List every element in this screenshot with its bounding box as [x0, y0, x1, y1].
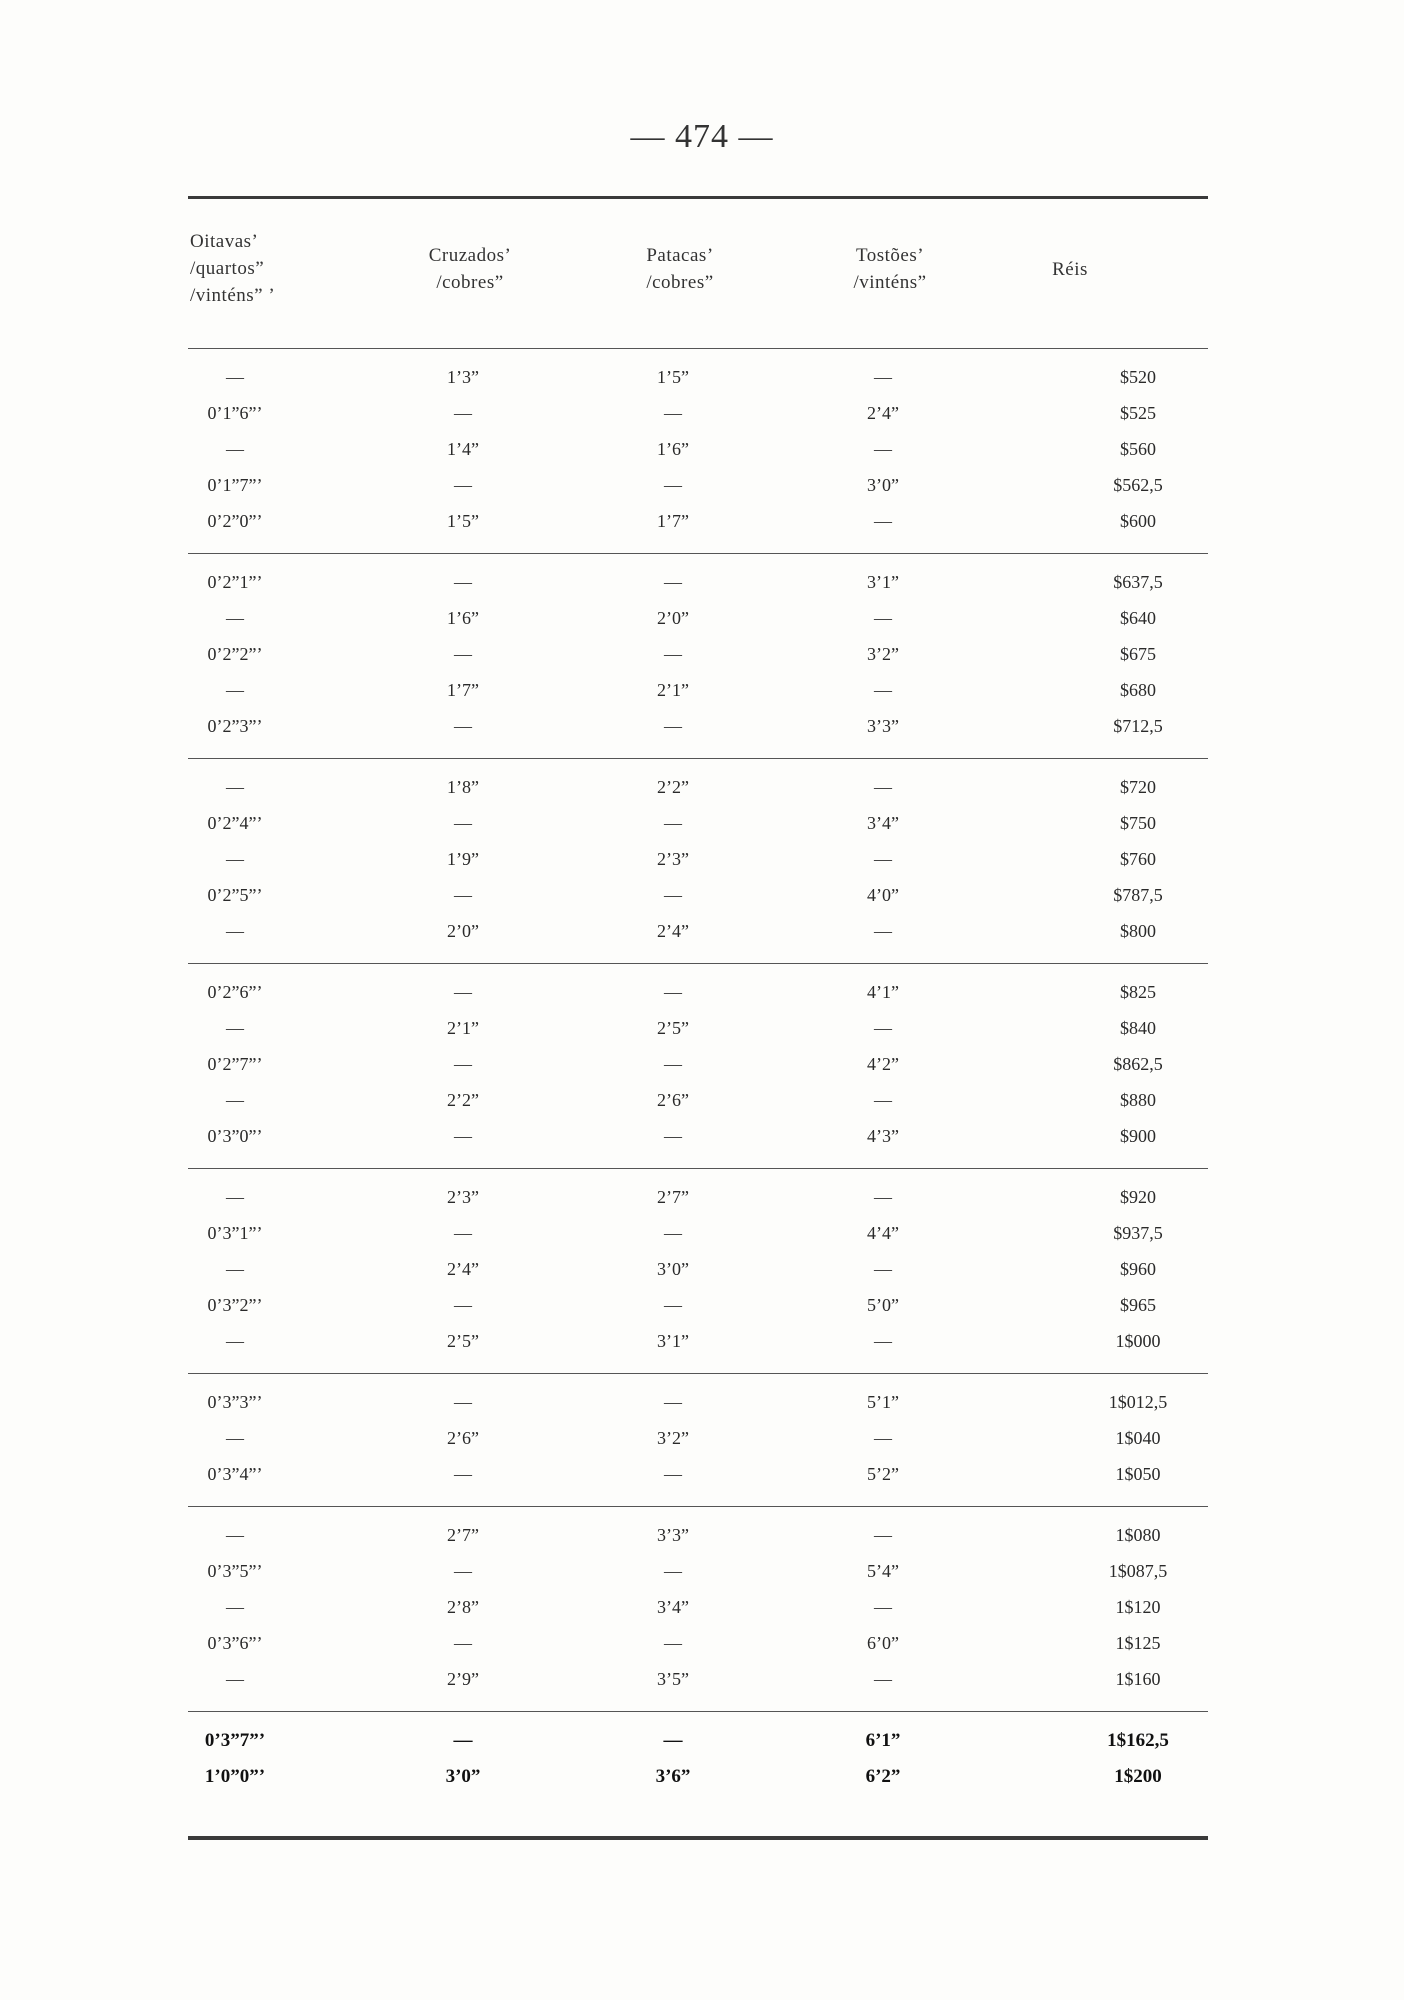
cell-oitavas: —: [226, 1331, 244, 1351]
cell-patacas: 2’5”: [657, 1018, 689, 1038]
cell-tostoes: —: [874, 608, 892, 628]
cell-tostoes: 2’4”: [867, 403, 899, 423]
header-line: Patacas’: [646, 245, 714, 266]
cell-reis: $525: [1120, 403, 1156, 423]
table-row: [188, 769, 1208, 805]
cell-oitavas: 0’2”6”’: [207, 982, 263, 1002]
cell-reis: 1$162,5: [1107, 1730, 1169, 1751]
cell-oitavas: 0’3”5”’: [207, 1561, 263, 1581]
table-row: [188, 1384, 1208, 1420]
cell-reis: $840: [1120, 1018, 1156, 1038]
cell-reis: $562,5: [1113, 475, 1163, 495]
cell-tostoes: —: [874, 511, 892, 531]
cell-patacas: 3’0”: [657, 1259, 689, 1279]
header-line: /cobres”: [436, 272, 504, 293]
cell-oitavas: 0’1”6”’: [207, 403, 263, 423]
cell-reis: $937,5: [1113, 1223, 1163, 1243]
cell-cruzados: —: [454, 1561, 472, 1581]
cell-oitavas: 0’2”3”’: [207, 716, 263, 736]
table-row: [188, 600, 1208, 636]
cell-tostoes: 5’0”: [867, 1295, 899, 1315]
cell-cruzados: 1’8”: [447, 777, 479, 797]
cell-patacas: 3’6”: [655, 1766, 691, 1787]
cell-cruzados: —: [454, 1223, 472, 1243]
cell-tostoes: —: [874, 439, 892, 459]
table-row: [188, 974, 1208, 1010]
cell-patacas: 3’3”: [657, 1525, 689, 1545]
cell-tostoes: —: [874, 1090, 892, 1110]
table-row: [188, 1010, 1208, 1046]
cell-oitavas: —: [226, 1090, 244, 1110]
cell-reis: 1$080: [1115, 1525, 1161, 1545]
table-row: [188, 1661, 1208, 1697]
cell-patacas: 2’0”: [657, 608, 689, 628]
table-row: [188, 1118, 1208, 1154]
cell-oitavas: —: [226, 849, 244, 869]
table-row: [188, 913, 1208, 949]
header-patacas: [590, 242, 770, 296]
cell-patacas: 3’1”: [657, 1331, 689, 1351]
table-row: [188, 395, 1208, 431]
cell-oitavas: 0’3”4”’: [207, 1464, 263, 1484]
cell-tostoes: 4’4”: [867, 1223, 899, 1243]
table-row: [188, 1589, 1208, 1625]
cell-tostoes: —: [874, 1669, 892, 1689]
cell-patacas: 2’3”: [657, 849, 689, 869]
table-group: [188, 553, 1208, 758]
cell-patacas: 2’4”: [657, 921, 689, 941]
cell-oitavas: —: [226, 777, 244, 797]
cell-tostoes: 6’2”: [865, 1766, 901, 1787]
cell-cruzados: —: [454, 1392, 472, 1412]
conversion-table: [188, 348, 1208, 1808]
cell-patacas: —: [664, 982, 682, 1002]
cell-tostoes: —: [874, 1597, 892, 1617]
cell-reis: 1$120: [1115, 1597, 1161, 1617]
cell-oitavas: 1’0”0”’: [204, 1766, 266, 1787]
cell-tostoes: 5’2”: [867, 1464, 899, 1484]
cell-patacas: —: [664, 1054, 682, 1074]
table-group: [188, 758, 1208, 963]
cell-patacas: —: [664, 813, 682, 833]
table-row: [188, 564, 1208, 600]
cell-patacas: —: [664, 1295, 682, 1315]
cell-tostoes: —: [874, 680, 892, 700]
cell-reis: $965: [1120, 1295, 1156, 1315]
cell-cruzados: 1’4”: [447, 439, 479, 459]
cell-oitavas: 0’2”7”’: [207, 1054, 263, 1074]
cell-tostoes: 5’4”: [867, 1561, 899, 1581]
cell-reis: $825: [1120, 982, 1156, 1002]
cell-reis: $720: [1120, 777, 1156, 797]
cell-reis: $560: [1120, 439, 1156, 459]
cell-patacas: —: [664, 644, 682, 664]
cell-cruzados: —: [454, 885, 472, 905]
table-row: [188, 1553, 1208, 1589]
cell-tostoes: —: [874, 921, 892, 941]
cell-tostoes: 4’0”: [867, 885, 899, 905]
cell-oitavas: 0’1”7”’: [207, 475, 263, 495]
cell-oitavas: 0’2”4”’: [207, 813, 263, 833]
cell-cruzados: 3’0”: [445, 1766, 481, 1787]
cell-cruzados: —: [454, 716, 472, 736]
cell-tostoes: —: [874, 1428, 892, 1448]
cell-patacas: —: [664, 1223, 682, 1243]
cell-reis: $640: [1120, 608, 1156, 628]
cell-cruzados: —: [454, 982, 472, 1002]
cell-oitavas: 0’3”2”’: [207, 1295, 263, 1315]
cell-reis: 1$040: [1115, 1428, 1161, 1448]
table-row: [188, 1082, 1208, 1118]
table-group: [188, 348, 1208, 553]
cell-reis: 1$012,5: [1108, 1392, 1168, 1412]
cell-reis: $675: [1120, 644, 1156, 664]
cell-cruzados: 1’9”: [447, 849, 479, 869]
cell-patacas: 3’5”: [657, 1669, 689, 1689]
cell-reis: $637,5: [1113, 572, 1163, 592]
table-row: [188, 841, 1208, 877]
cell-patacas: —: [664, 1633, 682, 1653]
cell-oitavas: 0’2”1”’: [207, 572, 263, 592]
cell-patacas: —: [664, 1561, 682, 1581]
cell-reis: 1$160: [1115, 1669, 1161, 1689]
cell-patacas: —: [664, 1126, 682, 1146]
cell-reis: 1$087,5: [1108, 1561, 1168, 1581]
cell-cruzados: —: [454, 1295, 472, 1315]
cell-cruzados: —: [454, 1464, 472, 1484]
cell-oitavas: 0’3”6”’: [207, 1633, 263, 1653]
cell-oitavas: 0’2”0”’: [207, 511, 263, 531]
table-row: [188, 1722, 1208, 1758]
cell-oitavas: 0’2”5”’: [207, 885, 263, 905]
cell-tostoes: 3’1”: [867, 572, 899, 592]
cell-reis: $787,5: [1113, 885, 1163, 905]
cell-tostoes: —: [874, 1525, 892, 1545]
table-row: [188, 431, 1208, 467]
cell-reis: $900: [1120, 1126, 1156, 1146]
table-group: [188, 1168, 1208, 1373]
cell-cruzados: 2’4”: [447, 1259, 479, 1279]
header-line: /quartos”: [190, 258, 265, 279]
cell-tostoes: 3’4”: [867, 813, 899, 833]
cell-cruzados: —: [453, 1730, 473, 1751]
table-row: [188, 1251, 1208, 1287]
cell-tostoes: —: [874, 1331, 892, 1351]
cell-patacas: 2’1”: [657, 680, 689, 700]
cell-tostoes: —: [874, 1259, 892, 1279]
cell-oitavas: —: [226, 1525, 244, 1545]
cell-oitavas: 0’3”1”’: [207, 1223, 263, 1243]
cell-cruzados: 2’6”: [447, 1428, 479, 1448]
cell-patacas: 2’6”: [657, 1090, 689, 1110]
cell-cruzados: —: [454, 403, 472, 423]
cell-tostoes: 4’1”: [867, 982, 899, 1002]
cell-oitavas: —: [226, 439, 244, 459]
cell-reis: $600: [1120, 511, 1156, 531]
cell-cruzados: 1’5”: [447, 511, 479, 531]
bottom-rule: [188, 1836, 1208, 1840]
cell-oitavas: —: [226, 1018, 244, 1038]
table-row: [188, 1215, 1208, 1251]
cell-cruzados: 1’7”: [447, 680, 479, 700]
table-row: [188, 1420, 1208, 1456]
cell-patacas: —: [664, 403, 682, 423]
cell-tostoes: 3’3”: [867, 716, 899, 736]
cell-patacas: 1’7”: [657, 511, 689, 531]
table-row: [188, 672, 1208, 708]
table-group: [188, 1711, 1208, 1808]
table-row: [188, 1517, 1208, 1553]
cell-reis: $800: [1120, 921, 1156, 941]
cell-patacas: —: [664, 716, 682, 736]
cell-patacas: —: [664, 1464, 682, 1484]
cell-cruzados: —: [454, 1054, 472, 1074]
cell-reis: $750: [1120, 813, 1156, 833]
header-line: Cruzados’: [428, 245, 512, 266]
table-row: [188, 503, 1208, 539]
cell-cruzados: 2’3”: [447, 1187, 479, 1207]
table-row: [188, 805, 1208, 841]
page-number: — 474 —: [630, 118, 774, 155]
header-reis: [1010, 256, 1130, 283]
table-row: [188, 1046, 1208, 1082]
cell-reis: 1$200: [1114, 1766, 1162, 1787]
cell-tostoes: 5’1”: [867, 1392, 899, 1412]
cell-cruzados: 2’5”: [447, 1331, 479, 1351]
header-line: Oitavas’: [190, 231, 259, 252]
cell-reis: 1$050: [1115, 1464, 1161, 1484]
cell-patacas: —: [663, 1730, 683, 1751]
cell-cruzados: —: [454, 1126, 472, 1146]
cell-oitavas: —: [226, 608, 244, 628]
cell-reis: $760: [1120, 849, 1156, 869]
cell-cruzados: 2’9”: [447, 1669, 479, 1689]
cell-cruzados: 2’8”: [447, 1597, 479, 1617]
header-cruzados: [380, 242, 560, 296]
cell-oitavas: —: [226, 1187, 244, 1207]
top-rule: [188, 196, 1208, 199]
cell-cruzados: —: [454, 813, 472, 833]
cell-cruzados: 2’2”: [447, 1090, 479, 1110]
cell-cruzados: 1’3”: [447, 367, 479, 387]
cell-patacas: —: [664, 885, 682, 905]
cell-oitavas: —: [226, 1597, 244, 1617]
table-row: [188, 1179, 1208, 1215]
cell-reis: $680: [1120, 680, 1156, 700]
table-header: [0, 228, 1404, 348]
table-row: [188, 1287, 1208, 1323]
cell-tostoes: —: [874, 1187, 892, 1207]
cell-tostoes: 6’0”: [867, 1633, 899, 1653]
cell-oitavas: 0’2”2”’: [207, 644, 263, 664]
cell-patacas: 2’7”: [657, 1187, 689, 1207]
cell-cruzados: 2’7”: [447, 1525, 479, 1545]
cell-reis: 1$125: [1115, 1633, 1161, 1653]
cell-reis: $520: [1120, 367, 1156, 387]
cell-oitavas: 0’3”3”’: [207, 1392, 263, 1412]
table-row: [188, 1758, 1208, 1794]
cell-tostoes: 4’2”: [867, 1054, 899, 1074]
cell-tostoes: 3’2”: [867, 644, 899, 664]
cell-reis: 1$000: [1115, 1331, 1161, 1351]
cell-oitavas: 0’3”7”’: [204, 1730, 266, 1751]
cell-cruzados: 2’0”: [447, 921, 479, 941]
cell-patacas: —: [664, 572, 682, 592]
cell-reis: $712,5: [1113, 716, 1163, 736]
header-line: /vinténs”: [853, 272, 927, 293]
cell-patacas: 1’6”: [657, 439, 689, 459]
table-row: [188, 1323, 1208, 1359]
cell-tostoes: 4’3”: [867, 1126, 899, 1146]
cell-reis: $880: [1120, 1090, 1156, 1110]
table-row: [188, 1456, 1208, 1492]
cell-tostoes: 6’1”: [865, 1730, 901, 1751]
table-group: [188, 1506, 1208, 1711]
header-line: /cobres”: [646, 272, 714, 293]
cell-oitavas: —: [226, 1669, 244, 1689]
cell-cruzados: —: [454, 475, 472, 495]
header-line: Réis: [1052, 259, 1088, 280]
cell-patacas: 2’2”: [657, 777, 689, 797]
cell-reis: $862,5: [1113, 1054, 1163, 1074]
header-line: /vinténs” ’: [190, 285, 276, 306]
cell-tostoes: —: [874, 777, 892, 797]
table-row: [188, 708, 1208, 744]
cell-tostoes: 3’0”: [867, 475, 899, 495]
cell-oitavas: —: [226, 367, 244, 387]
table-group: [188, 963, 1208, 1168]
cell-patacas: —: [664, 1392, 682, 1412]
cell-cruzados: —: [454, 572, 472, 592]
cell-tostoes: —: [874, 367, 892, 387]
cell-tostoes: —: [874, 849, 892, 869]
cell-oitavas: —: [226, 1259, 244, 1279]
header-oitavas: [190, 228, 275, 309]
cell-oitavas: —: [226, 1428, 244, 1448]
cell-oitavas: —: [226, 921, 244, 941]
header-tostoes: [800, 242, 980, 296]
cell-cruzados: —: [454, 1633, 472, 1653]
table-row: [188, 467, 1208, 503]
table-row: [188, 359, 1208, 395]
table-row: [188, 636, 1208, 672]
table-row: [188, 877, 1208, 913]
cell-cruzados: 2’1”: [447, 1018, 479, 1038]
cell-cruzados: 1’6”: [447, 608, 479, 628]
cell-reis: $920: [1120, 1187, 1156, 1207]
cell-oitavas: 0’3”0”’: [207, 1126, 263, 1146]
table-row: [188, 1625, 1208, 1661]
table-group: [188, 1373, 1208, 1506]
header-line: Tostões’: [855, 245, 925, 266]
cell-oitavas: —: [226, 680, 244, 700]
cell-patacas: 1’5”: [657, 367, 689, 387]
cell-patacas: 3’4”: [657, 1597, 689, 1617]
cell-patacas: 3’2”: [657, 1428, 689, 1448]
cell-patacas: —: [664, 475, 682, 495]
cell-cruzados: —: [454, 644, 472, 664]
cell-reis: $960: [1120, 1259, 1156, 1279]
cell-tostoes: —: [874, 1018, 892, 1038]
